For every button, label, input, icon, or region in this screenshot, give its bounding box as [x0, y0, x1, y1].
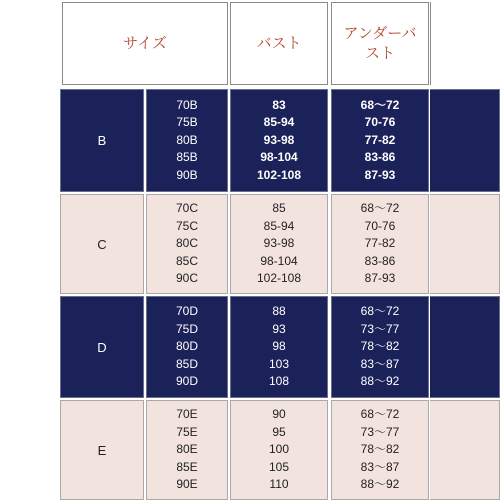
header-size: サイズ	[62, 2, 228, 85]
size-value: 85E	[176, 459, 198, 474]
underbust-value: 83～87	[360, 356, 400, 371]
size-value: 85C	[175, 253, 198, 268]
cup-group-b	[60, 89, 500, 192]
header-underbust: アンダーバスト	[331, 2, 429, 85]
size-value: 90C	[175, 271, 198, 286]
size-value: 70C	[175, 201, 198, 216]
bust-value: 88	[272, 304, 286, 319]
underbust-value: 88～92	[360, 477, 400, 492]
bust-column	[230, 194, 328, 294]
underbust-value: 70-76	[364, 115, 396, 130]
underbust-value: 73～77	[360, 321, 400, 336]
underbust-value: 70-76	[364, 218, 396, 233]
bust-value: 102-108	[256, 271, 302, 286]
size-value: 80C	[175, 236, 198, 251]
table-header	[0, 0, 500, 87]
row-edge	[430, 194, 500, 294]
cup-label: C	[60, 194, 144, 294]
underbust-value: 78～82	[360, 339, 400, 354]
bust-column	[230, 400, 328, 500]
underbust-value: 83-86	[364, 253, 396, 268]
bust-value: 98-104	[260, 253, 298, 268]
underbust-value: 68～72	[360, 97, 400, 112]
size-value: 90D	[175, 374, 198, 389]
bust-value: 95	[272, 424, 286, 439]
cup-label: D	[60, 296, 144, 398]
underbust-value: 78～82	[360, 442, 400, 457]
bust-value: 102-108	[256, 167, 302, 182]
bust-value: 98-104	[260, 150, 298, 165]
size-value: 90E	[176, 477, 198, 492]
bust-value: 108	[268, 374, 290, 389]
size-column	[146, 89, 228, 192]
bust-value: 98	[272, 339, 286, 354]
size-column	[146, 296, 228, 398]
bust-value: 103	[268, 356, 290, 371]
cup-group-e	[60, 400, 500, 500]
bust-value: 85	[272, 201, 286, 216]
bust-value: 93	[272, 321, 286, 336]
bust-value: 83	[272, 97, 286, 112]
underbust-value: 68～72	[360, 304, 400, 319]
bust-value: 93-98	[263, 236, 295, 251]
underbust-column	[331, 296, 429, 398]
underbust-value: 73～77	[360, 424, 400, 439]
bust-column	[230, 89, 328, 192]
cup-group-c	[60, 194, 500, 294]
size-value: 75D	[175, 321, 198, 336]
bust-column	[230, 296, 328, 398]
size-column	[146, 194, 228, 294]
row-edge	[430, 89, 500, 192]
size-value: 80D	[175, 339, 198, 354]
cup-label: E	[60, 400, 144, 500]
row-edge	[430, 400, 500, 500]
size-value: 90B	[176, 167, 198, 182]
cup-group-d	[60, 296, 500, 398]
size-value: 75B	[176, 115, 198, 130]
header-bust: バスト	[230, 2, 328, 85]
size-value: 70E	[176, 407, 198, 422]
cup-label: B	[60, 89, 144, 192]
bust-value: 90	[272, 407, 286, 422]
size-value: 70B	[176, 97, 198, 112]
underbust-value: 68～72	[360, 407, 400, 422]
underbust-column	[331, 400, 429, 500]
underbust-value: 83-86	[364, 150, 396, 165]
bust-value: 85-94	[263, 115, 295, 130]
size-value: 85D	[175, 356, 198, 371]
row-edge	[430, 296, 500, 398]
size-value: 75C	[175, 218, 198, 233]
underbust-value: 77-82	[364, 132, 396, 147]
bust-value: 105	[268, 459, 290, 474]
size-column	[146, 400, 228, 500]
bust-value: 93-98	[263, 132, 295, 147]
underbust-column	[331, 89, 429, 192]
bust-value: 100	[268, 442, 290, 457]
underbust-value: 77-82	[364, 236, 396, 251]
underbust-value: 88～92	[360, 374, 400, 389]
size-value: 80B	[176, 132, 198, 147]
underbust-value: 68～72	[360, 201, 400, 216]
underbust-value: 87-93	[364, 167, 396, 182]
underbust-value: 87-93	[364, 271, 396, 286]
size-value: 80E	[176, 442, 198, 457]
underbust-value: 83～87	[360, 459, 400, 474]
size-value: 75E	[176, 424, 198, 439]
underbust-column	[331, 194, 429, 294]
size-value: 70D	[175, 304, 198, 319]
bust-value: 110	[269, 477, 289, 492]
size-value: 85B	[176, 150, 198, 165]
header-edge	[430, 2, 500, 85]
bust-value: 85-94	[263, 218, 295, 233]
